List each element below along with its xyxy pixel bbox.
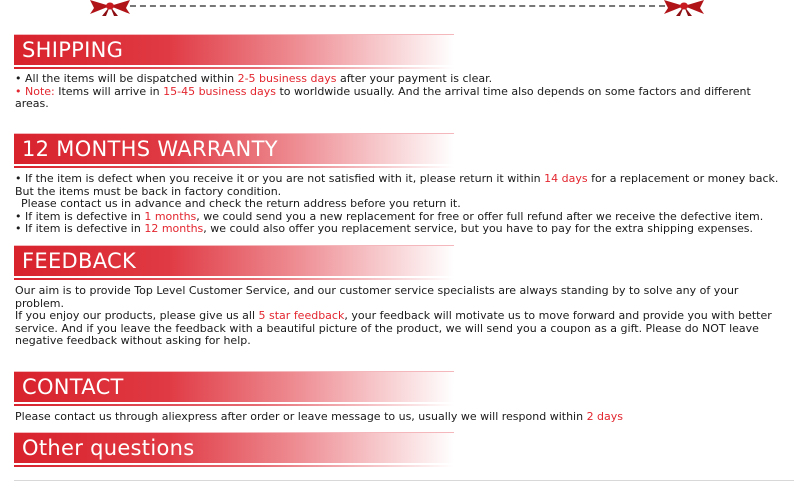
shipping-line-2: • Note: Items will arrive in 15-45 business days to worldwide usually. And the arrival time also depends on some factors and different areas. [15, 84, 751, 110]
shipping-banner [14, 34, 454, 65]
ribbon-bow-icon [662, 0, 706, 16]
warranty-line-4: • If item is defective in 12 months, we could also offer you replacement service, but you have to pay for the extra shipping expenses. [15, 222, 753, 235]
feedback-banner [14, 245, 454, 276]
feedback-para-1: Our aim is to provide Top Level Customer Service, and our customer service specialists are always standing by to solve any of your problem. [15, 284, 739, 310]
other-questions-banner [14, 432, 454, 463]
warranty-title: 12 MONTHS WARRANTY [22, 137, 278, 161]
warranty-line-2: Please contact us in advance and check the return address before you return it. [21, 197, 461, 210]
ribbon-bow-icon [88, 0, 132, 16]
contact-line: Please contact us through aliexpress after order or leave message to us, usually we will respond within 2 days [15, 410, 624, 423]
feedback-text [15, 285, 785, 348]
contact-text [15, 411, 785, 424]
other-questions-title: Other questions [22, 436, 195, 460]
shipping-line-1: • All the items will be dispatched within 2-5 business days after your payment is clear. [15, 72, 493, 85]
warranty-line-1: • If the item is defect when you receive it or you are not satisfied with it, please return it within 14 days for a replacement or money back. But the items must be back in factory condition. [15, 172, 779, 198]
shipping-title: SHIPPING [22, 38, 124, 62]
feedback-title: FEEDBACK [22, 249, 137, 273]
warranty-text [15, 173, 785, 236]
warranty-line-3: • If item is defective in 1 months, we could send you a new replacement for free or offer full refund after we receive the defective item. [15, 209, 764, 223]
warranty-banner [14, 133, 454, 164]
bottom-divider [14, 480, 794, 481]
feedback-para-2: If you enjoy our products, please give us all 5 star feedback, your feedback will motivate us to move forward and provide you with better service. And if you leave the feedback with a beautiful picture of the product, we will send you a coupon as a gift. Please do NOT leave negative feedback without asking for help. [15, 309, 772, 347]
contact-title: CONTACT [22, 375, 124, 399]
contact-banner [14, 371, 454, 402]
dashed-divider [120, 5, 675, 7]
shipping-text [15, 73, 785, 111]
